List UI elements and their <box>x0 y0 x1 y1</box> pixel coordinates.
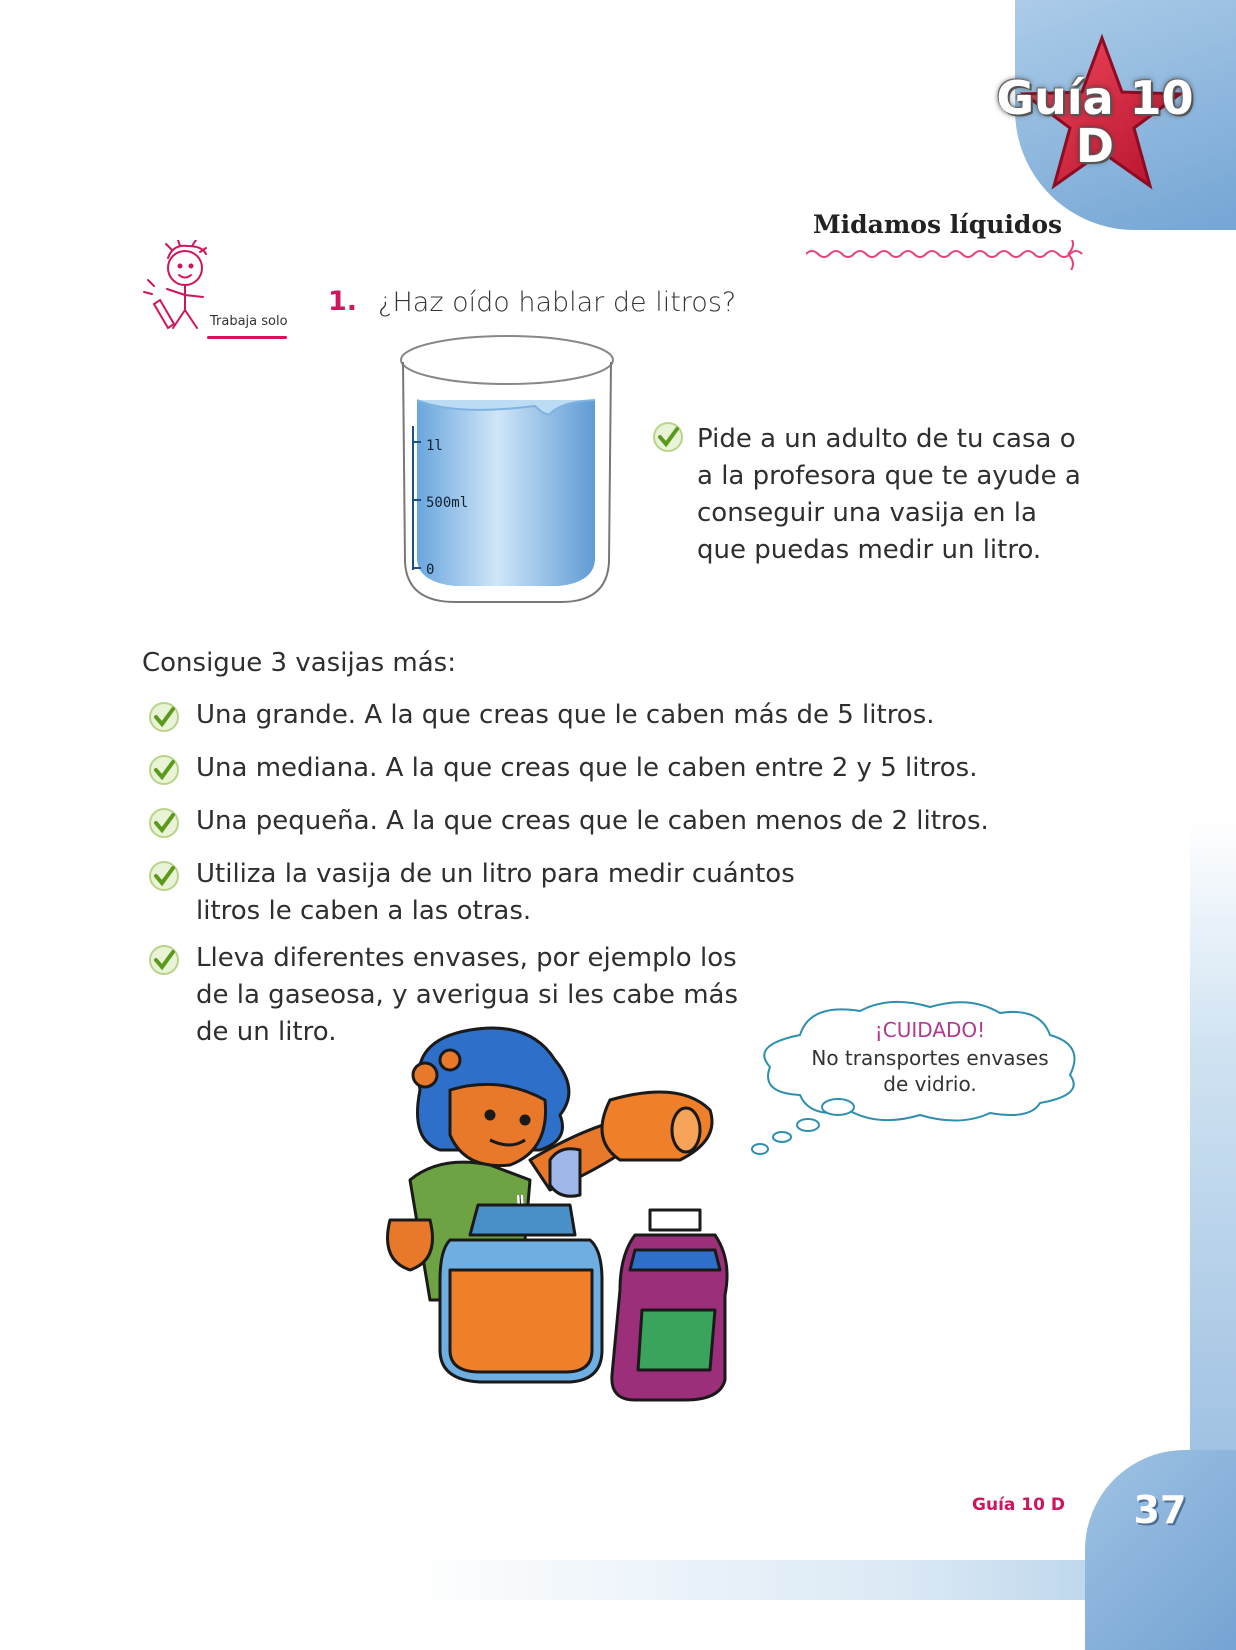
bubble-text: No transportes envases de vidrio. <box>811 1046 1049 1096</box>
guide-title-line2: D <box>1075 119 1115 173</box>
checkmark-icon <box>148 807 180 839</box>
page-number-tab <box>1085 1450 1236 1650</box>
checkmark-icon <box>148 754 180 786</box>
intro-text: Consigue 3 vasijas más: <box>142 648 456 678</box>
checkmark-icon <box>148 701 180 733</box>
question-text: ¿Haz oído hablar de litros? <box>378 287 737 318</box>
work-alone-icon <box>140 240 220 335</box>
guide-title-line1: Guía 10 <box>996 71 1194 125</box>
checkmark-icon <box>148 944 180 976</box>
beaker-mark-0: 0 <box>426 562 435 578</box>
checkmark-icon <box>652 421 684 453</box>
measuring-beaker <box>395 330 625 615</box>
beaker-instruction: Pide a un adulto de tu casa o a la profesora que te ayude a conseguir una vasija en la que puedas medir un litro. <box>697 424 1081 565</box>
list-item-text: Utiliza la vasija de un litro para medir cuántos litros le caben a las otras. <box>196 859 795 926</box>
list-item-text: Lleva diferentes envases, por ejemplo los de la gaseosa, y averigua si les cabe más de un litro. <box>196 943 739 1047</box>
list-item-text: Una grande. A la que creas que le caben más de 5 litros. <box>196 700 935 730</box>
work-alone-label: Trabaja solo <box>210 314 288 329</box>
checkmark-icon <box>148 860 180 892</box>
list-item-text: Una pequeña. A la que creas que le caben menos de 2 litros. <box>196 806 989 836</box>
bubble-title: ¡CUIDADO! <box>874 1018 986 1042</box>
title-underline-wave <box>806 240 1096 270</box>
beaker-mark-1l: 1l <box>426 438 443 454</box>
section-title: Midamos líquidos <box>813 210 1063 239</box>
list-item-text: Una mediana. A la que creas que le caben entre 2 y 5 litros. <box>196 753 978 783</box>
footer-guide-label: Guía 10 D <box>972 1495 1065 1515</box>
guide-title <box>990 71 1200 173</box>
question-number: 1. <box>328 286 358 317</box>
page-number: 37 <box>1133 1488 1187 1532</box>
girl-pouring-illustration <box>380 1020 780 1420</box>
work-alone-underline <box>207 336 287 339</box>
beaker-mark-500ml: 500ml <box>426 495 469 511</box>
